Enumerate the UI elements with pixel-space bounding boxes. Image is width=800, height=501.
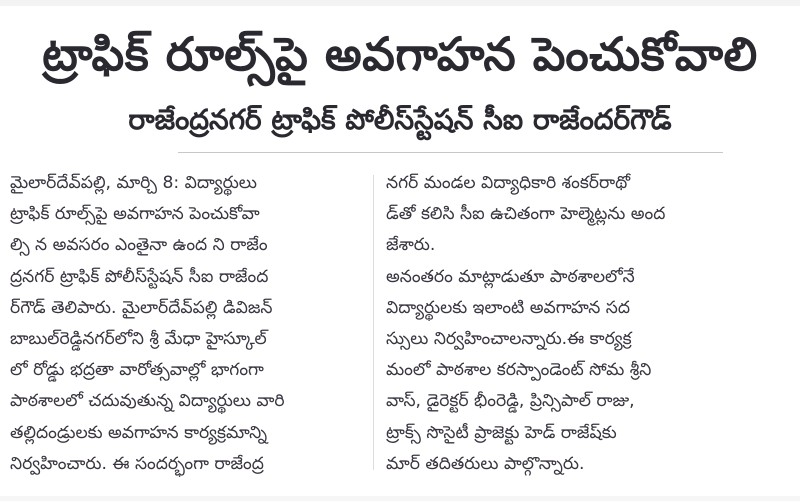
body-line: నిర్వహించారు. ఈ సందర్భంగా రాజేంద్ర xyxy=(10,453,264,474)
subheadline: రాజేంద్రనగర్ ట్రాఫిక్ పోలీస్‌స్టేషన్ సీఐ రాజేందర్‌గౌడ్ xyxy=(128,103,672,136)
body-line: లో రోడ్డు భద్రతా వారోత్సవాల్లో భాగంగా xyxy=(10,360,264,381)
body-line: వాస్, డైరెక్టర్ భీంరెడ్డి, ప్రిన్సిపాల్ రాజు, xyxy=(386,391,635,412)
bottom-edge xyxy=(0,496,800,501)
top-edge xyxy=(0,0,800,6)
body-line: మార్ తదితరులు పాల్గొన్నారు. xyxy=(386,453,585,474)
body-line: జేశారు. xyxy=(386,235,436,256)
article-column-left xyxy=(10,168,362,480)
article-column-right xyxy=(386,168,742,480)
headline-divider xyxy=(178,152,723,153)
body-line: ద్రనగర్ ట్రాఫిక్ పోలీస్‌స్టేషన్ సీఐ రాజేంద xyxy=(10,266,269,287)
headline: ట్రాఫిక్ రూల్స్‌పై అవగాహన పెంచుకోవాలి xyxy=(42,27,758,81)
body-line: ట్రాఫిక్ రూల్స్‌పై అవగాహన పెంచుకోవా xyxy=(10,204,260,225)
body-line: ర్‌గౌడ్ తెలిపారు. మైలార్‌దేవ్‌పల్లి డివిజన్ xyxy=(10,297,273,318)
body-line: విద్యార్థులకు ఇలాంటి అవగాహన సద xyxy=(386,297,630,318)
body-line: బాబుల్‌రెడ్డినగర్‌లోని శ్రీ మేధా హైస్కూల్ xyxy=(10,328,267,349)
body-line: మంలో పాఠశాల కరస్పాండెంట్ సోమ శ్రీని xyxy=(386,360,652,381)
body-line: స్సులు నిర్వహించాలన్నారు.ఈ కార్యక్ర xyxy=(386,328,632,349)
body-line: అనంతరం మాట్లాడుతూ పాఠశాలలోనే xyxy=(386,266,635,287)
body-line: ల్సి న అవసరం ఎంతైనా ఉంద ని రాజేం xyxy=(10,235,268,256)
body-line: తల్లిదండ్రులకు అవగాహన కార్యక్రమాన్ని xyxy=(10,422,268,443)
body-line: పాఠశాలలో చదువుతున్న విద్యార్థులు వారి xyxy=(10,391,285,412)
body-line: ట్రాక్స్ సొసైటీ ప్రాజెక్టు హెడ్ రాజేష్‌కు xyxy=(386,422,617,443)
body-line: మైలార్‌దేవ్‌పల్లి, మార్చి 8: విద్యార్థులు xyxy=(10,173,257,193)
column-divider xyxy=(373,175,374,470)
body-line: నగర్ మండల విద్యాధికారి శంకర్‌రాథో xyxy=(386,173,631,193)
body-line: డ్‌తో కలిసి సీఐ ఉచితంగా హెల్మెట్లను అంద xyxy=(386,204,666,225)
